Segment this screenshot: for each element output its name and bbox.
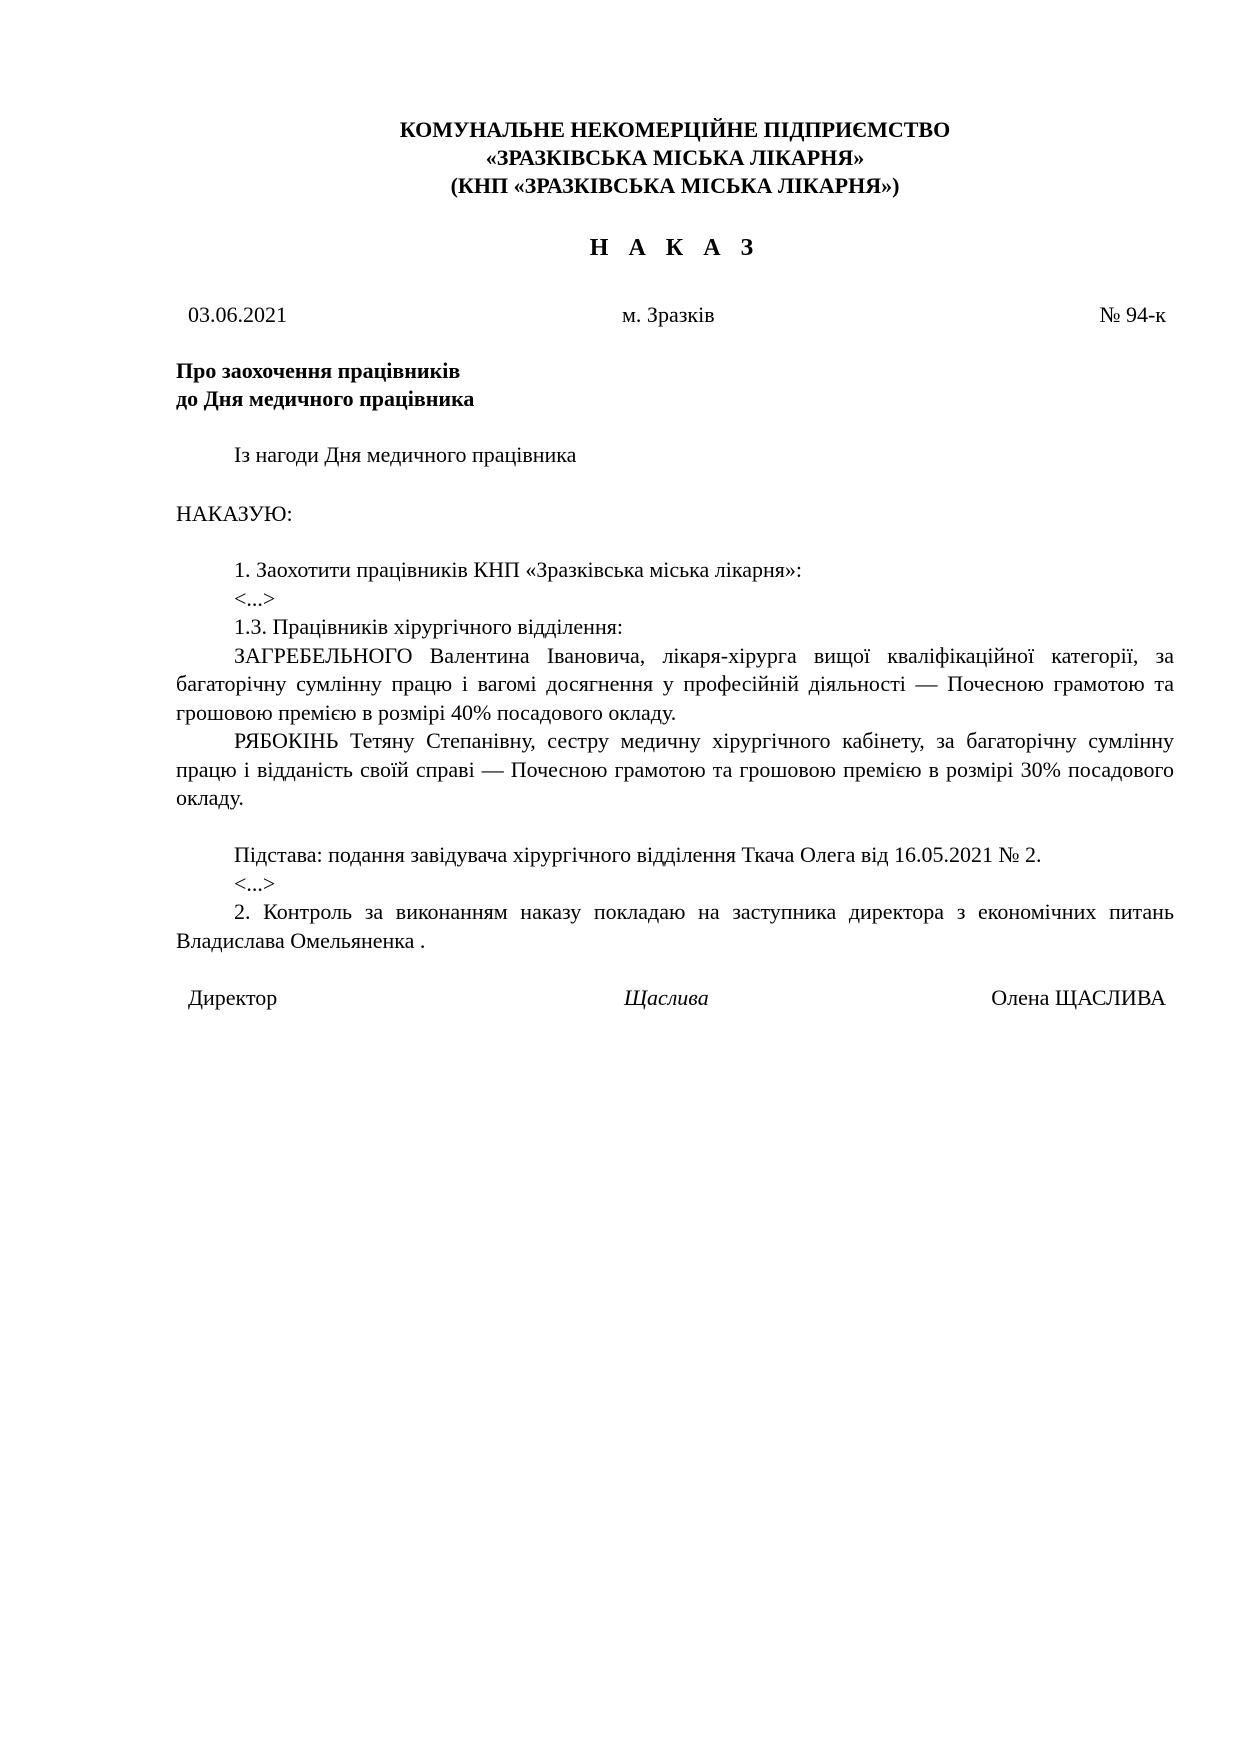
document-city: м. Зразків: [622, 302, 715, 327]
order-items: [176, 556, 1174, 813]
signatory-position: Директор: [188, 985, 278, 1010]
subject-line-1: Про заохочення працівників: [176, 358, 461, 383]
document-date: 03.06.2021: [188, 302, 287, 327]
organization-header: [0, 116, 1240, 200]
preamble-block: [176, 441, 1174, 470]
item-1-3: 1.3. Працівників хірургічного відділення:: [234, 614, 623, 639]
order-word-block: [176, 500, 1174, 529]
award-paragraph-2: РЯБОКІНЬ Тетяну Степанівну, сестру медичну хірургічного кабінету, за багаторічну сумлінну працю і відданість своїй справі — Почесною грамотою та грошовою премією в розмірі 30% посадового окладу.: [176, 728, 1174, 810]
org-name-line-3: (КНП «ЗРАЗКІВСЬКА МІСЬКА ЛІКАРНЯ»): [450, 173, 900, 198]
item-1: 1. Заохотити працівників КНП «Зразківська міська лікарня»:: [234, 557, 803, 582]
item-2: 2. Контроль за виконанням наказу покладаю на заступника директора з економічних питань Владислава Омельяненка .: [176, 899, 1174, 953]
basis-block: [176, 841, 1174, 955]
org-name-line-1: КОМУНАЛЬНЕ НЕКОМЕРЦІЙНЕ ПІДПРИЄМСТВО: [399, 117, 951, 142]
omission-marker: <...>: [234, 585, 276, 611]
signature-row: [188, 983, 1166, 1013]
omission-marker-2: <...>: [234, 870, 276, 896]
award-paragraph-1: ЗАГРЕБЕЛЬНОГО Валентина Івановича, лікаря-хірурга вищої кваліфікаційної категорії, за багаторічну сумлінну працю і вагомі досягнення у професійній діяльності — Почесною грамотою та грошовою премією в розмірі 40% посадового окладу.: [176, 642, 1174, 725]
document-meta-row: [188, 300, 1166, 330]
signatory-name: Олена ЩАСЛИВА: [991, 985, 1166, 1010]
org-name-line-2: «ЗРАЗКІВСЬКА МІСЬКА ЛІКАРНЯ»: [485, 145, 865, 170]
document-type-title: [0, 235, 1240, 262]
document-subject: [176, 357, 474, 413]
document-type-text: Н А К А З: [589, 235, 761, 261]
basis-text: Підстава: подання завідувача хірургічного відділення Ткача Олега від 16.05.2021 № 2.: [234, 842, 1042, 867]
subject-line-2: до Дня медичного працівника: [176, 386, 475, 411]
preamble-text: Із нагоди Дня медичного працівника: [234, 442, 577, 467]
order-word: НАКАЗУЮ:: [176, 501, 293, 526]
handwritten-signature: Щаслива: [624, 985, 709, 1010]
document-number: № 94-к: [1099, 302, 1166, 327]
